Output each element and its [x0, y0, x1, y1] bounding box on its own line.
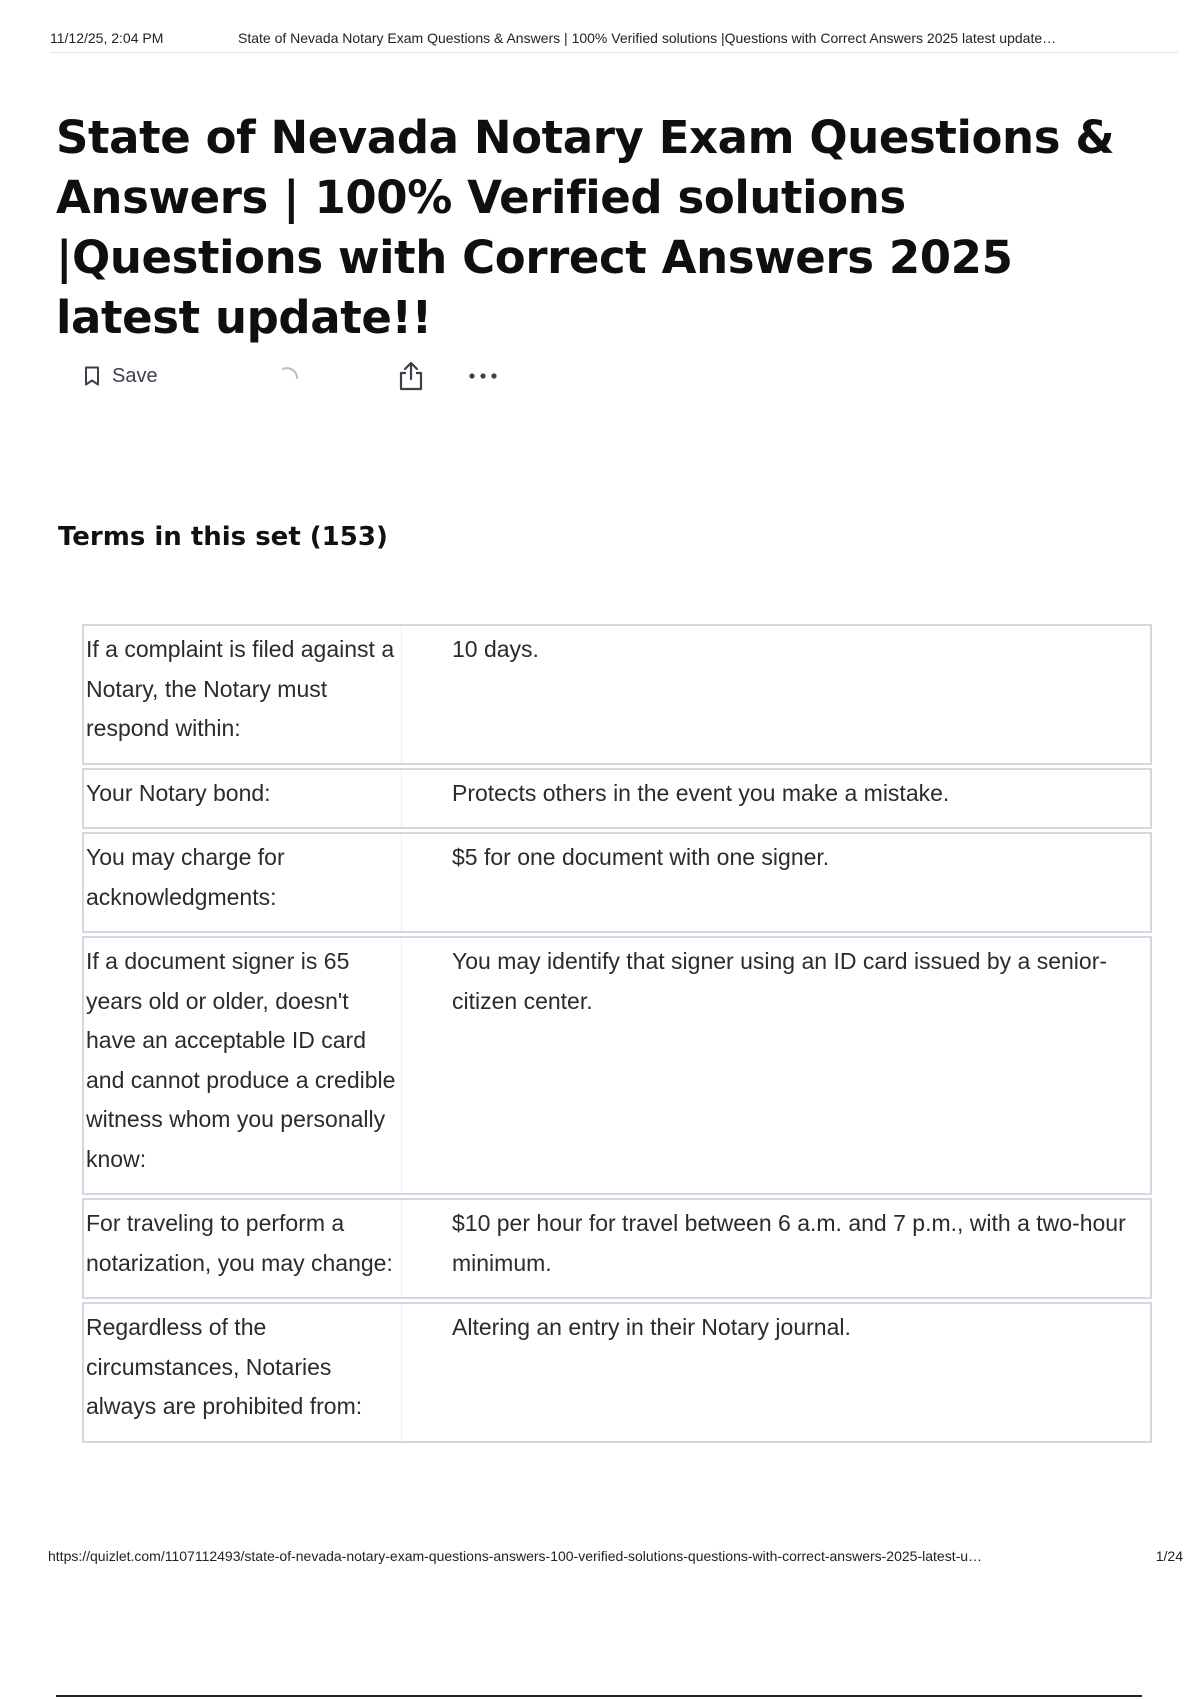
- term-card[interactable]: [82, 1302, 1152, 1443]
- definition-text: Protects others in the event you make a mistake.: [452, 779, 950, 806]
- definition-text: You may identify that signer using an ID card issued by a senior-citizen center.: [452, 948, 1108, 1014]
- definition-text: $10 per hour for travel between 6 a.m. and 7 p.m., with a two-hour minimum.: [452, 1210, 1126, 1276]
- term-text: For traveling to perform a notarization, you may change:: [84, 1200, 402, 1297]
- print-datetime: 11/12/25, 2:04 PM: [50, 30, 164, 46]
- share-icon: [398, 361, 424, 391]
- print-doc-title: State of Nevada Notary Exam Questions & Answers | 100% Verified solutions |Questions with Correct Answers 2025 latest update…: [238, 30, 1057, 46]
- term-text: Regardless of the circumstances, Notaries always are prohibited from:: [84, 1304, 402, 1441]
- share-button[interactable]: [398, 360, 424, 392]
- definition-text: $5 for one document with one signer.: [452, 844, 830, 870]
- bookmark-icon: [84, 366, 100, 386]
- save-button-label: Save: [112, 364, 158, 387]
- definition-text: 10 days.: [452, 636, 539, 662]
- term-text: If a complaint is filed against a Notary, the Notary must respond within:: [84, 626, 402, 763]
- term-card[interactable]: [82, 832, 1152, 933]
- terms-heading: Terms in this set (153): [58, 522, 388, 552]
- print-footer: [48, 1548, 1183, 1568]
- term-card[interactable]: [82, 624, 1152, 765]
- term-text: Your Notary bond:: [84, 770, 402, 828]
- divider: [56, 1695, 1142, 1697]
- term-card[interactable]: [82, 768, 1152, 830]
- spinner-icon: [278, 360, 302, 392]
- term-text: If a document signer is 65 years old or older, doesn't have an acceptable ID card and cannot produce a credible witness whom you personally know:: [84, 938, 402, 1193]
- more-horizontal-icon: [468, 372, 498, 380]
- page-url: https://quizlet.com/1107112493/state-of-nevada-notary-exam-questions-answers-100-verified-solutions-questions-with-correct-answers-2025-latest-u…: [48, 1548, 983, 1564]
- term-card[interactable]: [82, 936, 1152, 1195]
- term-card[interactable]: [82, 1198, 1152, 1299]
- more-options-button[interactable]: [468, 360, 498, 392]
- save-button[interactable]: [84, 360, 158, 392]
- terms-list: [82, 624, 1152, 1446]
- page-title: State of Nevada Notary Exam Questions & Answers | 100% Verified solutions |Questions with Correct Answers 2025 latest update!!: [56, 111, 1115, 344]
- page-number: 1/24: [1155, 1548, 1183, 1564]
- term-text: You may charge for acknowledgments:: [84, 834, 402, 931]
- print-header: [50, 28, 1178, 53]
- definition-text: Altering an entry in their Notary journal.: [452, 1314, 851, 1340]
